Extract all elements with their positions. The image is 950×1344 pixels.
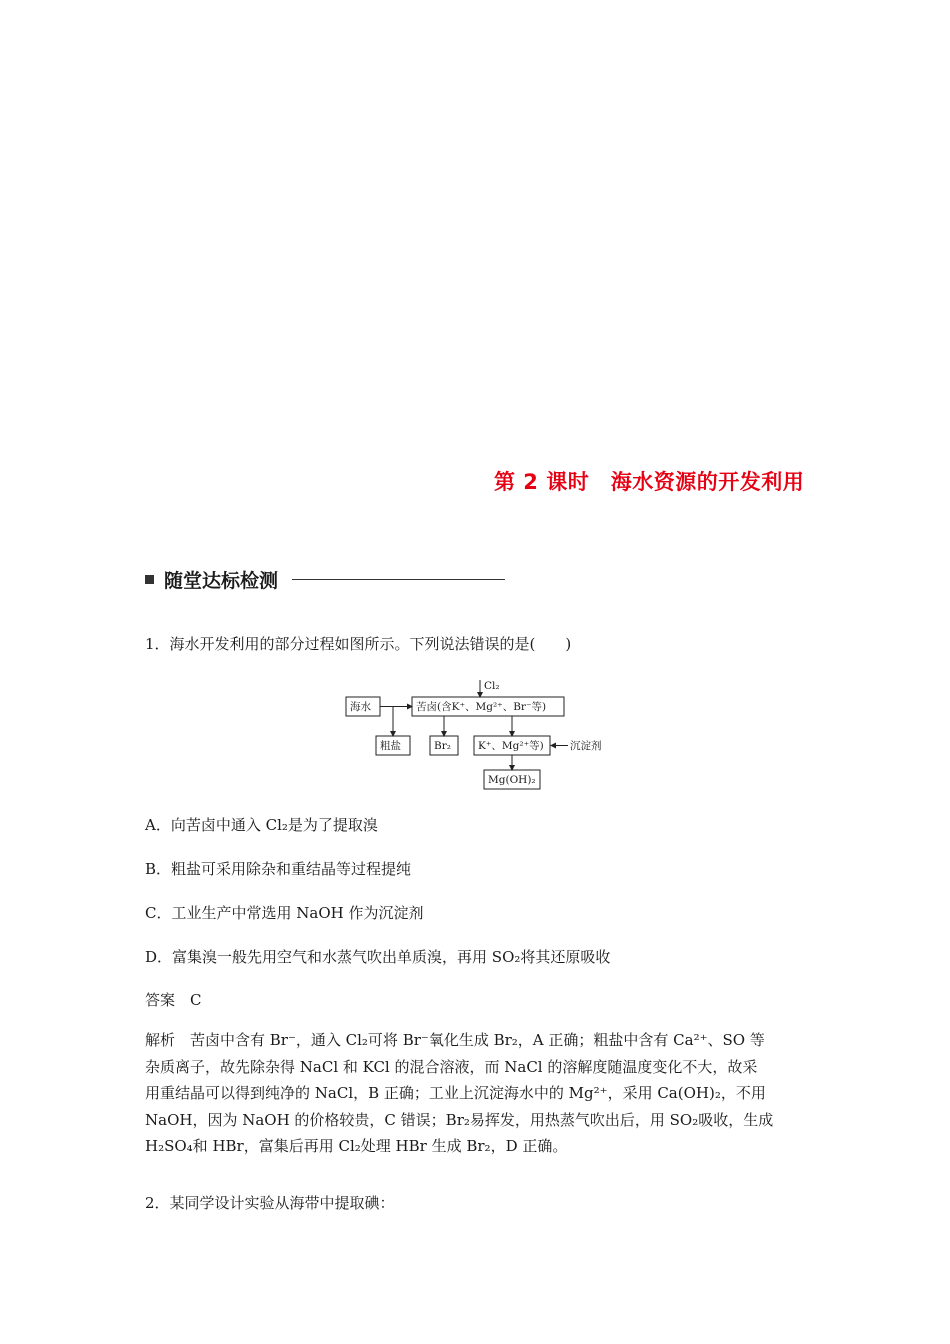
seawater-flow-diagram bbox=[340, 676, 610, 794]
br2-label: Br₂ bbox=[434, 740, 451, 752]
question-2-stem: 2．某同学设计实验从海带中提取碘： bbox=[145, 1194, 395, 1212]
option-c: C．工业生产中常选用 NaOH 作为沉淀剂 bbox=[145, 904, 424, 922]
square-bullet-icon bbox=[145, 575, 154, 584]
option-b: B．粗盐可采用除杂和重结晶等过程提纯 bbox=[145, 860, 412, 878]
cl2-label: Cl₂ bbox=[484, 680, 500, 692]
explanation-block bbox=[145, 1027, 807, 1160]
k-mg-label: K⁺、Mg²⁺等) bbox=[478, 740, 544, 752]
question-1-stem: 1．海水开发利用的部分过程如图所示。下列说法错误的是( ) bbox=[145, 635, 572, 653]
section-heading bbox=[145, 566, 505, 592]
section-label: 随堂达标检测 bbox=[164, 569, 279, 592]
explanation-line: 杂质离子，故先除杂得 NaCl 和 KCl 的混合溶液，而 NaCl 的溶解度随温度变化不大，故采 bbox=[145, 1057, 758, 1076]
heading-rule bbox=[292, 579, 505, 580]
lesson-title: 第 2 课时 海水资源的开发利用 bbox=[494, 470, 805, 494]
explanation-line: NaOH，因为 NaOH 的价格较贵，C 错误；Br₂易挥发，用热蒸气吹出后，用 SO₂吸收，生成 bbox=[145, 1110, 774, 1129]
explanation-line: 解析 苦卤中含有 Br⁻，通入 Cl₂可将 Br⁻氧化生成 Br₂，A 正确；粗盐中含有 Ca²⁺、SO 等 bbox=[145, 1031, 765, 1049]
explanation-line: H₂SO₄和 HBr，富集后再用 Cl₂处理 HBr 生成 Br₂，D 正确。 bbox=[145, 1137, 568, 1155]
option-d: D．富集溴一般先用空气和水蒸气吹出单质溴，再用 SO₂将其还原吸收 bbox=[145, 948, 611, 966]
answer-line: 答案 C bbox=[145, 991, 202, 1009]
crude-salt-label: 粗盐 bbox=[380, 740, 401, 752]
precipitant-label: 沉淀剂 bbox=[570, 740, 602, 752]
mgoh2-label: Mg(OH)₂ bbox=[488, 774, 536, 786]
bittern-label: 苦卤(含K⁺、Mg²⁺、Br⁻等) bbox=[416, 701, 547, 713]
option-a: A．向苦卤中通入 Cl₂是为了提取溴 bbox=[145, 816, 378, 834]
explanation-line: 用重结晶可以得到纯净的 NaCl，B 正确；工业上沉淀海水中的 Mg²⁺，采用 Ca(OH)₂，不用 bbox=[145, 1084, 766, 1102]
seawater-label: 海水 bbox=[350, 701, 371, 713]
